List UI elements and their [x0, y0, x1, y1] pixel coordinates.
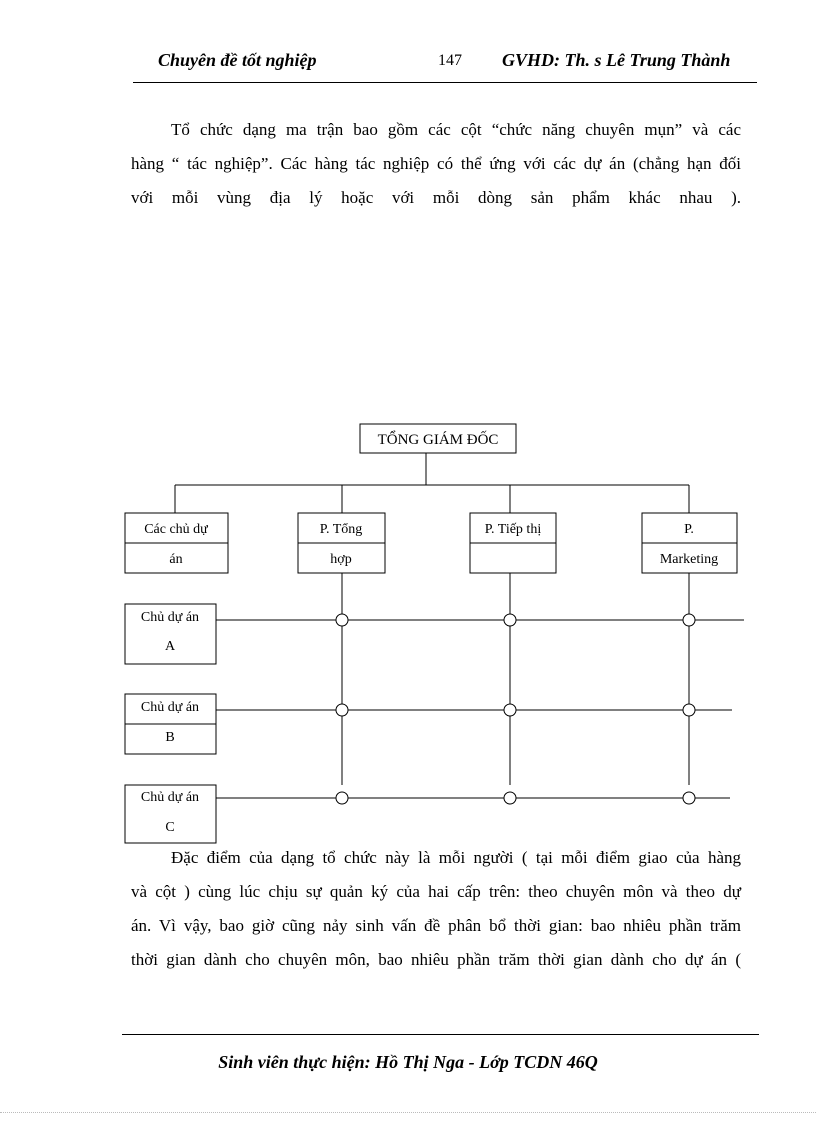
row-label: Chủ dự án	[140, 790, 200, 805]
paragraph-characteristics	[131, 841, 741, 977]
header-advisor: GVHD: Th. s Lê Trung Thành	[502, 50, 731, 70]
column-label: P. Tổng	[319, 522, 363, 537]
row-label: Chủ dự án	[140, 610, 200, 625]
row-label: Chủ dự án	[140, 700, 200, 715]
row-label: A	[164, 639, 176, 654]
footer-author: Sinh viên thực hiện: Hồ Thị Nga - Lớp TCDN 46Q	[218, 1052, 598, 1072]
intersection-node	[683, 792, 695, 804]
intersection-node	[336, 704, 348, 716]
paragraph-line: thời gian dành cho chuyên môn, bao nhiêu phần trăm thời gian dành cho dự án (	[131, 950, 741, 969]
paragraph-line: với mỗi vùng địa lý hoặc với mỗi dòng sản phẩm khác nhau ).	[131, 188, 741, 207]
intersection-node	[504, 704, 516, 716]
column-label: hợp	[330, 552, 352, 567]
intersection-node	[504, 614, 516, 626]
column-label: án	[169, 552, 183, 567]
column-label: P. Tiếp thị	[484, 522, 542, 537]
row-label: C	[165, 820, 175, 835]
footer-rule	[122, 1034, 759, 1035]
paragraph-line: Đặc điểm của dạng tổ chức này là mỗi người ( tại mỗi điểm giao của hàng	[171, 848, 741, 867]
header-title: Chuyên đề tốt nghiệp	[158, 50, 317, 70]
paragraph-line: Tổ chức dạng ma trận bao gồm các cột “chức năng chuyên mụn” và các	[171, 120, 741, 139]
column-label: Các chủ dự	[144, 522, 208, 537]
column-label: P.	[684, 522, 694, 537]
ceo-label: TỔNG GIÁM ĐỐC	[377, 432, 499, 448]
intersection-node	[336, 614, 348, 626]
paragraph-line: và cột ) cùng lúc chịu sự quản ký của hai cấp trên: theo chuyên môn và theo dự	[131, 882, 741, 901]
paragraph-line: án. Vì vậy, bao giờ cũng nảy sinh vấn đề phân bổ thời gian: bao nhiêu phần trăm	[131, 916, 741, 935]
paragraph-line: hàng “ tác nghiệp”. Các hàng tác nghiệp có thể ứng với các dự án (chẳng hạn đối	[131, 154, 741, 173]
column-label: Marketing	[659, 552, 719, 567]
page-edge	[0, 1112, 816, 1113]
row-label: B	[165, 730, 175, 745]
intersection-node	[683, 614, 695, 626]
intersection-node	[683, 704, 695, 716]
page-number: 147	[438, 52, 462, 69]
intersection-node	[336, 792, 348, 804]
intersection-node	[504, 792, 516, 804]
